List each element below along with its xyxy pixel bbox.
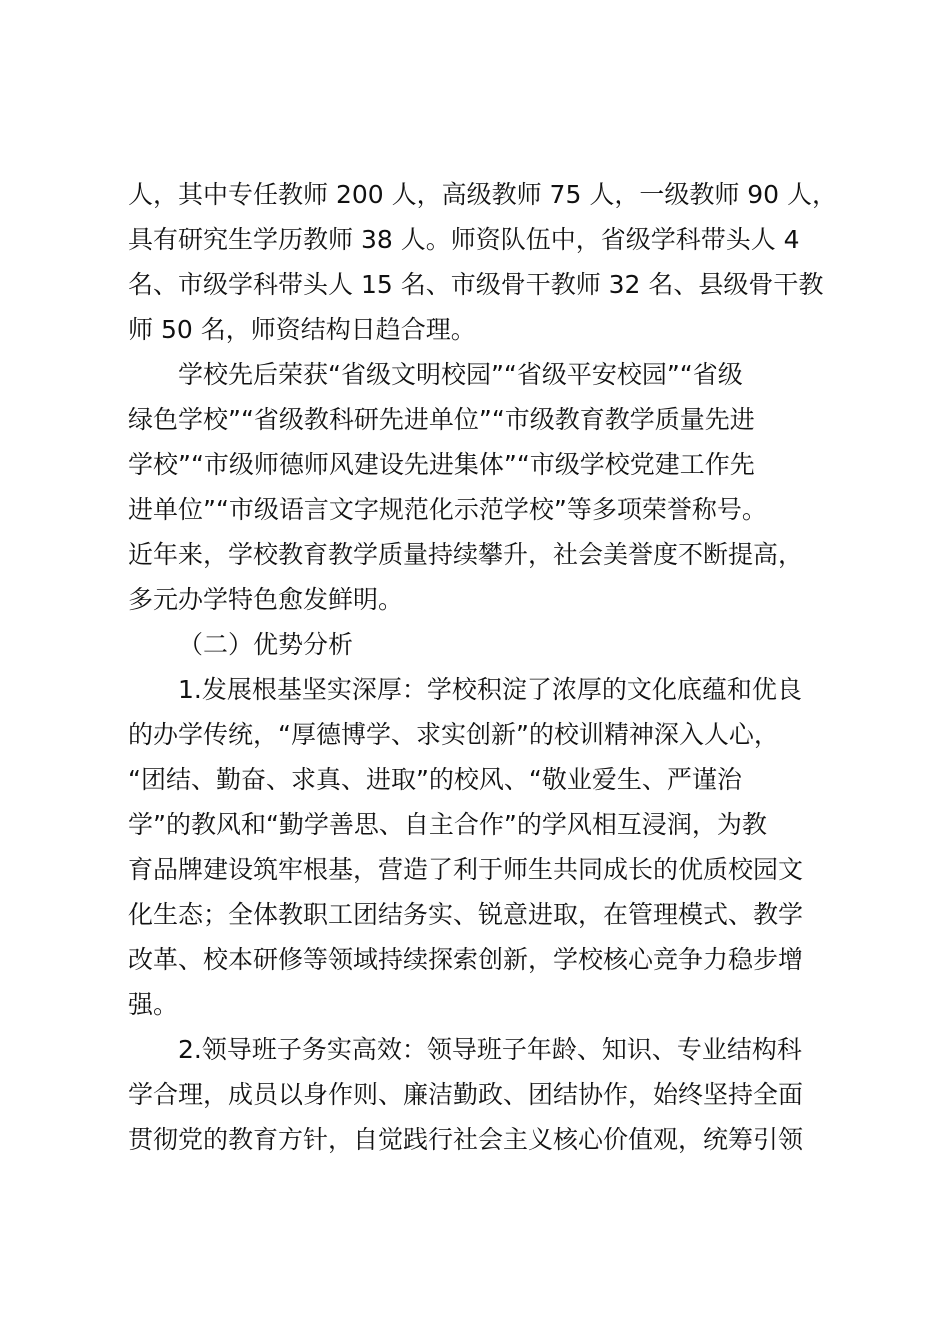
text-line: 名、市级学科带头人 15 名、市级骨干教师 32 名、县级骨干教 [128,270,824,299]
text-line: 化生态；全体教职工团结务实、锐意进取，在管理模式、教学 [128,900,804,929]
text-line: 具有研究生学历教师 38 人。师资队伍中，省级学科带头人 4 [128,225,800,254]
text-line: 人，其中专任教师 200 人，高级教师 75 人，一级教师 90 人， [128,180,838,209]
text-line: 绿色学校”“省级教科研先进单位”“市级教育教学质量先进 [128,405,755,434]
text-line: 育品牌建设筑牢根基，营造了利于师生共同成长的优质校园文 [128,855,804,884]
text-line: 改革、校本研修等领域持续探索创新，学校核心竞争力稳步增 [128,945,804,974]
text-line: 进单位”“市级语言文字规范化示范学校”等多项荣誉称号。 [128,495,767,524]
text-line: 2.领导班子务实高效：领导班子年龄、知识、专业结构科 [178,1035,802,1064]
text-line: 学合理，成员以身作则、廉洁勤政、团结协作，始终坚持全面 [128,1080,804,1109]
text-line: 学校先后荣获“省级文明校园”“省级平安校园”“省级 [178,360,743,389]
text-line: 师 50 名，师资结构日趋合理。 [128,315,476,344]
text-line: “团结、勤奋、求真、进取”的校风、“敬业爱生、严谨治 [128,765,742,794]
text-line: 学”的教风和“勤学善思、自主合作”的学风相互浸润，为教 [128,810,767,839]
document-body [128,172,838,1162]
text-line: 的办学传统，“厚德博学、求实创新”的校训精神深入人心， [128,720,779,749]
text-line: 多元办学特色愈发鲜明。 [128,585,404,614]
text-line: 强。 [128,990,179,1019]
text-line: 近年来，学校教育教学质量持续攀升，社会美誉度不断提高， [128,540,804,569]
text-line: 学校”“市级师德师风建设先进集体”“市级学校党建工作先 [128,450,755,479]
text-line: 贯彻党的教育方针，自觉践行社会主义核心价值观，统筹引领 [128,1125,804,1154]
text-line: 1.发展根基坚实深厚：学校积淀了浓厚的文化底蕴和优良 [178,675,802,704]
text-line: （二）优势分析 [178,630,354,659]
